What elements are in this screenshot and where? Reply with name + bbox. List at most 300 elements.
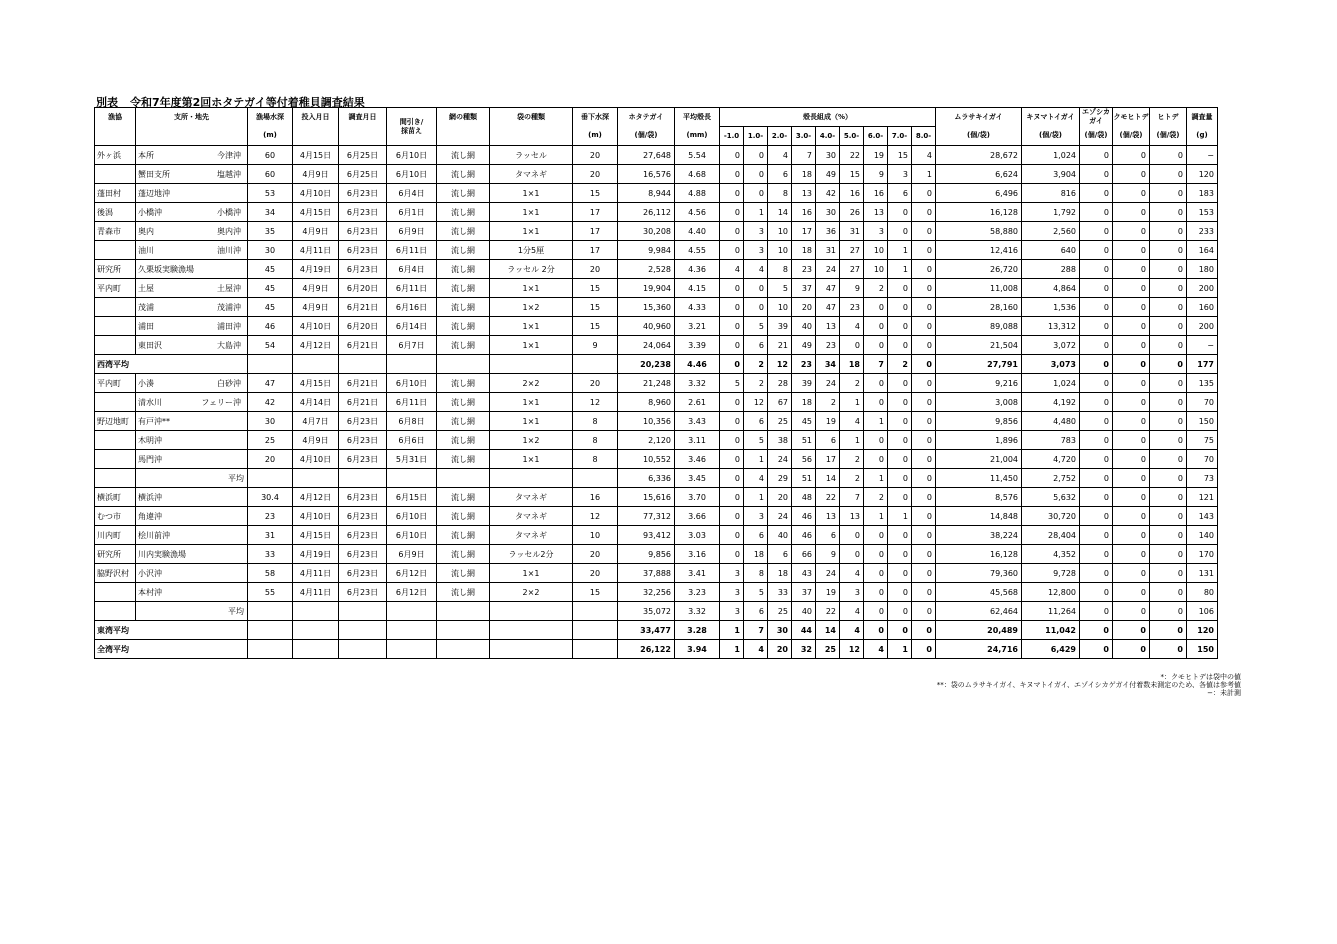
net-cell: 流し網: [437, 431, 490, 450]
net-cell: 流し網: [437, 317, 490, 336]
avg-cell: 4.33: [675, 298, 720, 317]
bin-cell: 0: [864, 602, 888, 621]
bin-cell: 2: [744, 355, 768, 374]
net-cell: 流し網: [437, 203, 490, 222]
avg-cell: 3.66: [675, 507, 720, 526]
hang-cell: 15: [573, 279, 618, 298]
blank-cell: [490, 602, 573, 621]
hang-cell: 8: [573, 431, 618, 450]
table-row: [95, 184, 1218, 203]
table-row: [95, 146, 1218, 165]
depth-cell: 55: [248, 583, 293, 602]
bin-cell: 7: [792, 146, 816, 165]
s5-cell: 0: [1150, 583, 1187, 602]
bin-cell: 0: [864, 621, 888, 640]
bin-cell: 51: [792, 469, 816, 488]
bin-cell: 0: [912, 545, 936, 564]
s4-cell: 0: [1113, 165, 1150, 184]
bin-cell: 48: [792, 488, 816, 507]
area-cell: 平内町: [95, 374, 136, 393]
blank-cell: [573, 469, 618, 488]
s4-cell: 0: [1113, 583, 1150, 602]
bin-cell: 0: [744, 165, 768, 184]
thin-cell: 6月11日: [387, 241, 437, 260]
header-bin: 7.0-: [888, 127, 912, 146]
header-bag: 袋の種類: [490, 108, 573, 127]
s5-cell: 0: [1150, 545, 1187, 564]
site-name: 茂浦: [138, 302, 154, 312]
survey-cell: 6月23日: [339, 184, 387, 203]
hang-cell: 8: [573, 450, 618, 469]
thin-cell: 6月6日: [387, 431, 437, 450]
bin-cell: 7: [864, 355, 888, 374]
area-cell: [95, 298, 136, 317]
s6-cell: 135: [1187, 374, 1218, 393]
s2-cell: 4,864: [1022, 279, 1080, 298]
bag-cell: ラッセル2分: [490, 545, 573, 564]
bag-cell: 1×1: [490, 393, 573, 412]
s3-cell: 0: [1080, 184, 1113, 203]
footnote: **：袋のムラサキイガイ、キヌマトイガイ、エゾイシカゲガイ付着数未測定のため、各値は参考値: [936, 681, 1241, 689]
survey-cell: 6月20日: [339, 317, 387, 336]
bin-cell: 0: [912, 279, 936, 298]
hang-cell: 15: [573, 298, 618, 317]
bin-cell: 43: [792, 564, 816, 583]
s1-cell: 38,224: [936, 526, 1022, 545]
bin-cell: 0: [720, 412, 744, 431]
bin-cell: 0: [720, 222, 744, 241]
s6-cell: 75: [1187, 431, 1218, 450]
s5-cell: 0: [1150, 165, 1187, 184]
hotate-cell: 24,064: [618, 336, 675, 355]
bin-cell: 24: [816, 564, 840, 583]
bag-cell: ラッセル 2分: [490, 260, 573, 279]
s2-cell: 30,720: [1022, 507, 1080, 526]
blank-cell: [95, 469, 136, 488]
header-area: 漁協: [95, 108, 136, 127]
bin-cell: 0: [864, 450, 888, 469]
area-cell: 平内町: [95, 279, 136, 298]
s5-cell: 0: [1150, 564, 1187, 583]
survey-table: [94, 107, 1218, 659]
bin-cell: 47: [816, 298, 840, 317]
s6-cell: −: [1187, 146, 1218, 165]
bin-cell: 0: [864, 431, 888, 450]
bin-cell: 40: [768, 526, 792, 545]
bin-cell: 47: [816, 279, 840, 298]
s4-cell: 0: [1113, 507, 1150, 526]
s6-cell: 143: [1187, 507, 1218, 526]
site-sub: 土屋沖: [217, 283, 241, 293]
bin-cell: 56: [792, 450, 816, 469]
bin-cell: 29: [768, 469, 792, 488]
depth-cell: 47: [248, 374, 293, 393]
avg-cell: 3.46: [675, 450, 720, 469]
area-cell: 川内町: [95, 526, 136, 545]
bin-cell: 32: [792, 640, 816, 659]
bin-cell: 5: [720, 374, 744, 393]
hotate-cell: 30,208: [618, 222, 675, 241]
bin-cell: 2: [888, 355, 912, 374]
bin-cell: 2: [864, 488, 888, 507]
bin-cell: 51: [792, 431, 816, 450]
s3-cell: 0: [1080, 241, 1113, 260]
s6-cell: 106: [1187, 602, 1218, 621]
bin-cell: 5: [744, 317, 768, 336]
s1-cell: 1,896: [936, 431, 1022, 450]
avg-cell: 3.21: [675, 317, 720, 336]
area-cell: 横浜町: [95, 488, 136, 507]
site-cell: [136, 412, 248, 431]
s6-cell: 150: [1187, 640, 1218, 659]
site-cell: [136, 260, 248, 279]
s6-cell: −: [1187, 336, 1218, 355]
s5-cell: 0: [1150, 640, 1187, 659]
bin-cell: 3: [720, 602, 744, 621]
table-row: [95, 393, 1218, 412]
header-depth: 漁場水深: [248, 108, 293, 127]
site-cell: [136, 184, 248, 203]
header-blank: [293, 127, 339, 146]
s1-cell: 14,848: [936, 507, 1022, 526]
bin-cell: 21: [768, 336, 792, 355]
net-cell: 流し網: [437, 526, 490, 545]
s6-cell: 131: [1187, 564, 1218, 583]
thin-cell: 6月10日: [387, 526, 437, 545]
site-cell: [136, 336, 248, 355]
depth-cell: 60: [248, 165, 293, 184]
s1-cell: 6,496: [936, 184, 1022, 203]
area-cell: 研究所: [95, 545, 136, 564]
site-cell: [136, 450, 248, 469]
hang-cell: 16: [573, 488, 618, 507]
s4-cell: 0: [1113, 393, 1150, 412]
s6-cell: 153: [1187, 203, 1218, 222]
s4-cell: 0: [1113, 412, 1150, 431]
hotate-cell: 21,248: [618, 374, 675, 393]
s5-cell: 0: [1150, 469, 1187, 488]
bin-cell: 10: [864, 260, 888, 279]
bin-cell: 1: [888, 241, 912, 260]
hang-cell: 20: [573, 146, 618, 165]
s1-cell: 16,128: [936, 545, 1022, 564]
table-row: [95, 203, 1218, 222]
bin-cell: 3: [720, 583, 744, 602]
deploy-cell: 4月10日: [293, 184, 339, 203]
bin-cell: 6: [744, 412, 768, 431]
bin-cell: 23: [792, 355, 816, 374]
net-cell: 流し網: [437, 298, 490, 317]
bin-cell: 3: [840, 583, 864, 602]
header-s4: クモヒトデ: [1113, 108, 1150, 127]
avg-cell: 3.16: [675, 545, 720, 564]
deploy-cell: 4月19日: [293, 545, 339, 564]
bin-cell: 22: [816, 488, 840, 507]
site-sub: 白砂沖: [217, 378, 241, 388]
bin-cell: 2: [840, 450, 864, 469]
bin-cell: 0: [888, 374, 912, 393]
table-row: [95, 564, 1218, 583]
s2-cell: 4,192: [1022, 393, 1080, 412]
bin-cell: 0: [720, 488, 744, 507]
bin-cell: 4: [744, 640, 768, 659]
s6-cell: 120: [1187, 621, 1218, 640]
bin-cell: 6: [816, 431, 840, 450]
bin-cell: 0: [744, 279, 768, 298]
hang-cell: 20: [573, 545, 618, 564]
header-blank: [437, 127, 490, 146]
bin-cell: 1: [744, 450, 768, 469]
s1-cell: 26,720: [936, 260, 1022, 279]
thin-cell: 6月10日: [387, 507, 437, 526]
blank-cell: [293, 621, 339, 640]
table-row: [95, 279, 1218, 298]
bin-cell: 0: [912, 184, 936, 203]
title-text: 令和7年度第2回ホタテガイ等付着稚貝調査結果: [130, 96, 365, 109]
hotate-cell: 20,238: [618, 355, 675, 374]
net-cell: 流し網: [437, 241, 490, 260]
thin-cell: 6月15日: [387, 488, 437, 507]
deploy-cell: 4月10日: [293, 450, 339, 469]
header-s1: ムラサキイガイ: [936, 108, 1022, 127]
bin-cell: 2: [744, 374, 768, 393]
bin-cell: 0: [912, 336, 936, 355]
bin-cell: 6: [816, 526, 840, 545]
site-cell: [136, 298, 248, 317]
header-count-unit: (個/袋): [1080, 127, 1113, 146]
s3-cell: 0: [1080, 279, 1113, 298]
net-cell: 流し網: [437, 165, 490, 184]
s1-cell: 9,216: [936, 374, 1022, 393]
bin-cell: 4: [840, 602, 864, 621]
table-row: [95, 317, 1218, 336]
blank-cell: [387, 469, 437, 488]
hotate-cell: 32,256: [618, 583, 675, 602]
s6-cell: 164: [1187, 241, 1218, 260]
hotate-cell: 8,960: [618, 393, 675, 412]
bin-cell: 0: [912, 298, 936, 317]
depth-cell: 31: [248, 526, 293, 545]
depth-cell: 30.4: [248, 488, 293, 507]
s6-cell: 120: [1187, 165, 1218, 184]
s1-cell: 28,672: [936, 146, 1022, 165]
bag-cell: タマネギ: [490, 526, 573, 545]
net-cell: 流し網: [437, 393, 490, 412]
net-cell: 流し網: [437, 146, 490, 165]
bin-cell: 0: [912, 469, 936, 488]
bin-cell: 0: [888, 545, 912, 564]
bin-cell: 30: [816, 203, 840, 222]
blank-cell: [437, 469, 490, 488]
bag-cell: 1×2: [490, 431, 573, 450]
bin-cell: 0: [888, 450, 912, 469]
deploy-cell: 4月14日: [293, 393, 339, 412]
hang-cell: 8: [573, 412, 618, 431]
s4-cell: 0: [1113, 355, 1150, 374]
deploy-cell: 4月9日: [293, 298, 339, 317]
hotate-cell: 35,072: [618, 602, 675, 621]
site-sub: 小橋沖: [217, 207, 241, 217]
bin-cell: 10: [768, 222, 792, 241]
blank-cell: [95, 602, 136, 621]
s3-cell: 0: [1080, 564, 1113, 583]
site-cell: [136, 241, 248, 260]
bin-cell: 0: [888, 222, 912, 241]
blank-cell: [437, 621, 490, 640]
header-s6: 調査量: [1187, 108, 1218, 127]
bin-cell: 3: [720, 564, 744, 583]
label-cell: 西湾平均: [95, 355, 248, 374]
bin-cell: 0: [912, 393, 936, 412]
deploy-cell: 4月11日: [293, 564, 339, 583]
bin-cell: 9: [840, 279, 864, 298]
bin-cell: 1: [888, 507, 912, 526]
s5-cell: 0: [1150, 602, 1187, 621]
thin-cell: 5月31日: [387, 450, 437, 469]
s4-cell: 0: [1113, 203, 1150, 222]
subtotal-row: [95, 602, 1218, 621]
survey-cell: 6月23日: [339, 564, 387, 583]
bin-cell: 2: [816, 393, 840, 412]
site-name: 奥内: [138, 226, 154, 236]
bin-cell: 0: [912, 621, 936, 640]
hotate-cell: 6,336: [618, 469, 675, 488]
bin-cell: 0: [888, 621, 912, 640]
s4-cell: 0: [1113, 279, 1150, 298]
bin-cell: 8: [768, 184, 792, 203]
s2-cell: 4,352: [1022, 545, 1080, 564]
bin-cell: 24: [768, 450, 792, 469]
site-sub: 油川沖: [217, 245, 241, 255]
bin-cell: 45: [792, 412, 816, 431]
bin-cell: 0: [888, 488, 912, 507]
s1-cell: 12,416: [936, 241, 1022, 260]
bin-cell: 1: [744, 488, 768, 507]
hotate-cell: 9,984: [618, 241, 675, 260]
header-count-unit: (個/袋): [1150, 127, 1187, 146]
s4-cell: 0: [1113, 146, 1150, 165]
header-blank: [490, 127, 573, 146]
bin-cell: 1: [864, 469, 888, 488]
bin-cell: 9: [816, 545, 840, 564]
bin-cell: 49: [816, 165, 840, 184]
avg-cell: 4.36: [675, 260, 720, 279]
blank-cell: [437, 602, 490, 621]
bin-cell: 31: [840, 222, 864, 241]
net-cell: 流し網: [437, 222, 490, 241]
bin-cell: 0: [912, 203, 936, 222]
bin-cell: 23: [816, 336, 840, 355]
blank-cell: [248, 469, 293, 488]
bin-cell: 4: [840, 317, 864, 336]
hotate-cell: 19,904: [618, 279, 675, 298]
deploy-cell: 4月15日: [293, 526, 339, 545]
blank-cell: [490, 640, 573, 659]
hang-cell: 12: [573, 393, 618, 412]
depth-cell: 45: [248, 279, 293, 298]
survey-cell: 6月23日: [339, 222, 387, 241]
header-bin: 6.0-: [864, 127, 888, 146]
s5-cell: 0: [1150, 184, 1187, 203]
deploy-cell: 4月10日: [293, 317, 339, 336]
avg-cell: 3.45: [675, 469, 720, 488]
net-cell: 流し網: [437, 184, 490, 203]
bin-cell: 5: [768, 279, 792, 298]
depth-cell: 53: [248, 184, 293, 203]
depth-cell: 35: [248, 222, 293, 241]
area-cell: 脇野沢村: [95, 564, 136, 583]
table-row: [95, 526, 1218, 545]
site-sub: 今津沖: [217, 150, 241, 160]
s4-cell: 0: [1113, 260, 1150, 279]
depth-cell: 58: [248, 564, 293, 583]
site-name: 浦田: [138, 321, 154, 331]
header-avg: 平均殻長: [675, 108, 720, 127]
s3-cell: 0: [1080, 355, 1113, 374]
bag-cell: 1×1: [490, 317, 573, 336]
site-cell: [136, 488, 248, 507]
header-bin: -1.0: [720, 127, 744, 146]
s4-cell: 0: [1113, 317, 1150, 336]
thin-cell: 6月10日: [387, 165, 437, 184]
bag-cell: 1×2: [490, 298, 573, 317]
s1-cell: 45,568: [936, 583, 1022, 602]
s3-cell: 0: [1080, 222, 1113, 241]
hotate-cell: 37,888: [618, 564, 675, 583]
blank-cell: [490, 621, 573, 640]
hotate-cell: 33,477: [618, 621, 675, 640]
header-bin: 4.0-: [816, 127, 840, 146]
s1-cell: 58,880: [936, 222, 1022, 241]
bin-cell: 49: [792, 336, 816, 355]
bin-cell: 0: [720, 545, 744, 564]
bin-cell: 3: [744, 222, 768, 241]
s2-cell: 640: [1022, 241, 1080, 260]
s2-cell: 11,264: [1022, 602, 1080, 621]
avg-cell: 4.15: [675, 279, 720, 298]
thin-cell: 6月9日: [387, 222, 437, 241]
table-row: [95, 450, 1218, 469]
s2-cell: 13,312: [1022, 317, 1080, 336]
header-row-2: [95, 127, 1218, 146]
hotate-cell: 8,944: [618, 184, 675, 203]
s2-cell: 4,720: [1022, 450, 1080, 469]
bin-cell: 20: [768, 640, 792, 659]
bin-cell: 37: [792, 583, 816, 602]
bin-cell: 0: [864, 526, 888, 545]
avg-cell: 4.55: [675, 241, 720, 260]
bin-cell: 1: [840, 431, 864, 450]
s5-cell: 0: [1150, 203, 1187, 222]
table-row: [95, 412, 1218, 431]
bin-cell: 22: [816, 602, 840, 621]
bin-cell: 1: [912, 165, 936, 184]
s6-cell: 200: [1187, 279, 1218, 298]
bin-cell: 1: [720, 621, 744, 640]
s2-cell: 816: [1022, 184, 1080, 203]
hang-cell: 17: [573, 241, 618, 260]
s1-cell: 9,856: [936, 412, 1022, 431]
site-cell: [136, 317, 248, 336]
bin-cell: 0: [888, 412, 912, 431]
site-cell: [136, 393, 248, 412]
s4-cell: 0: [1113, 374, 1150, 393]
bin-cell: 14: [816, 469, 840, 488]
s5-cell: 0: [1150, 526, 1187, 545]
s3-cell: 0: [1080, 317, 1113, 336]
header-depth-unit: (m): [248, 127, 293, 146]
bin-cell: 40: [792, 602, 816, 621]
